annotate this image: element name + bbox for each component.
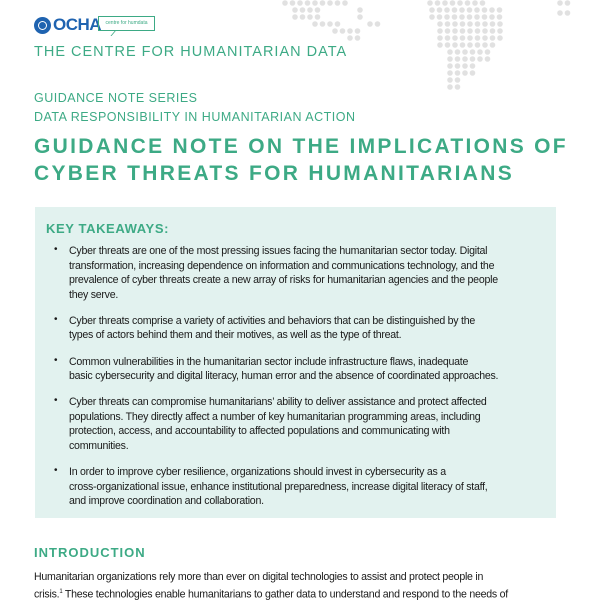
map-dot: [437, 28, 443, 34]
map-dot: [455, 63, 461, 69]
map-dot: [312, 21, 318, 27]
map-dot: [482, 42, 488, 48]
map-dot: [312, 0, 318, 6]
map-dot: [429, 7, 435, 13]
map-dot: [462, 56, 468, 62]
map-dot: [307, 7, 313, 13]
map-dot: [315, 14, 321, 20]
key-takeaways-heading: KEY TAKEAWAYS:: [46, 221, 170, 236]
introduction-heading: INTRODUCTION: [34, 545, 146, 560]
takeaway-item: [52, 355, 552, 384]
text: These technologies enable humanitarians to gather data to understand and respond to the needs of: [62, 588, 508, 601]
map-dot: [467, 7, 473, 13]
takeaway-line: • Cyber threats can compromise humanitarians’ ability to deliver assistance and protect affected: [69, 396, 487, 409]
map-dot: [565, 0, 571, 6]
map-dot: [452, 21, 458, 27]
map-dot: [320, 21, 326, 27]
takeaway-item: [52, 244, 552, 302]
takeaway-item: [52, 314, 552, 343]
map-dot: [307, 14, 313, 20]
map-dot: [490, 21, 496, 27]
map-dot: [459, 14, 465, 20]
map-dot: [282, 0, 288, 6]
map-dot: [497, 7, 503, 13]
takeaway-line: • Cyber threats are one of the most pressing issues facing the humanitarian sector today. Digital: [69, 245, 488, 257]
map-dot: [485, 56, 491, 62]
map-dot: [445, 42, 451, 48]
map-dot: [445, 21, 451, 27]
paragraph-line: Humanitarian organizations rely more than ever on digital technologies to assist and protect people in: [34, 571, 484, 583]
map-dot: [465, 0, 471, 6]
map-dot: [475, 28, 481, 34]
map-dot: [290, 0, 296, 6]
map-dot: [447, 49, 453, 55]
takeaway-line: cross-organizational issue, enhance institutional preparedness, increase digital literacy of staff,: [69, 480, 488, 493]
map-dot: [467, 35, 473, 41]
map-dot: [300, 14, 306, 20]
takeaway-line: prevalence of cyber threats create a new array of risks for humanitarian agencies and the people: [69, 274, 498, 287]
map-dot: [357, 14, 363, 20]
map-dot: [474, 7, 480, 13]
map-dot: [482, 28, 488, 34]
map-dot: [367, 21, 373, 27]
map-dot: [460, 35, 466, 41]
map-dot: [455, 56, 461, 62]
map-dot: [445, 28, 451, 34]
map-dot: [332, 28, 338, 34]
map-dot: [444, 14, 450, 20]
map-dot: [429, 14, 435, 20]
map-dot: [467, 28, 473, 34]
map-dot: [460, 28, 466, 34]
key-takeaways-list: [52, 244, 552, 520]
map-dot: [482, 14, 488, 20]
document-title-line2: CYBER THREATS FOR HUMANITARIANS: [34, 162, 515, 185]
map-dot: [452, 7, 458, 13]
document-title-line1: GUIDANCE NOTE ON THE IMPLICATIONS OF: [34, 135, 568, 158]
map-dot: [437, 14, 443, 20]
map-dot: [447, 84, 453, 90]
map-dot: [355, 35, 361, 41]
map-dot: [347, 35, 353, 41]
map-dot: [477, 49, 483, 55]
map-dot: [452, 42, 458, 48]
takeaway-item: [52, 395, 552, 453]
map-dot: [490, 28, 496, 34]
map-dot: [462, 70, 468, 76]
map-dot: [482, 35, 488, 41]
map-dot: [340, 28, 346, 34]
map-dot: [355, 28, 361, 34]
ocha-logo-text: OCHA: [53, 15, 102, 34]
map-dot: [442, 0, 448, 6]
map-dot: [455, 84, 461, 90]
map-dot: [444, 7, 450, 13]
map-dot: [490, 42, 496, 48]
map-dot: [475, 35, 481, 41]
map-dot: [497, 28, 503, 34]
map-dot: [497, 14, 503, 20]
ocha-logo: [34, 15, 101, 35]
takeaway-line: populations. They directly affect a number of key humanitarian programming areas, including: [69, 410, 481, 423]
map-dot: [489, 14, 495, 20]
map-dot: [305, 0, 311, 6]
map-dot: [435, 0, 441, 6]
map-dot: [297, 0, 303, 6]
map-dot: [327, 21, 333, 27]
map-dot: [480, 0, 486, 6]
map-dot: [485, 49, 491, 55]
map-dot: [462, 49, 468, 55]
map-dot: [447, 56, 453, 62]
map-dot: [474, 14, 480, 20]
map-dot: [292, 7, 298, 13]
map-dot: [490, 35, 496, 41]
map-dot: [557, 10, 563, 16]
map-dot: [470, 56, 476, 62]
map-dot: [347, 28, 353, 34]
series-subtitle: DATA RESPONSIBILITY IN HUMANITARIAN ACTION: [34, 110, 356, 124]
map-dot: [459, 7, 465, 13]
map-dot: [437, 35, 443, 41]
takeaway-line: and improve coordination and collaboration.: [69, 495, 264, 508]
takeaway-item: [52, 465, 552, 509]
map-dot: [335, 0, 341, 6]
map-dot: [427, 0, 433, 6]
map-dot: [565, 10, 571, 16]
map-dot: [557, 0, 563, 6]
map-dot: [447, 77, 453, 83]
map-dot: [482, 7, 488, 13]
takeaway-line: • Common vulnerabilities in the humanitarian sector include infrastructure flaws, inadequate: [69, 355, 469, 368]
map-dot: [327, 0, 333, 6]
map-dot: [475, 21, 481, 27]
map-dot: [467, 14, 473, 20]
map-dot: [467, 42, 473, 48]
map-dot: [357, 7, 363, 13]
centre-title: THE CENTRE FOR HUMANITARIAN DATA: [34, 44, 348, 60]
map-dot: [437, 21, 443, 27]
map-dot: [477, 56, 483, 62]
takeaway-line: protection, access, and accountability to affected populations and communicating with: [69, 425, 450, 438]
map-dot: [447, 70, 453, 76]
series-label: GUIDANCE NOTE SERIES: [34, 91, 198, 105]
map-dot: [320, 0, 326, 6]
map-dot: [475, 42, 481, 48]
map-dot: [437, 7, 443, 13]
map-dot: [482, 21, 488, 27]
map-dot: [462, 63, 468, 69]
map-dot: [470, 49, 476, 55]
map-dot: [497, 21, 503, 27]
map-dot: [470, 70, 476, 76]
map-dot: [452, 28, 458, 34]
map-dot: [489, 7, 495, 13]
humdata-logo: centre for humdata: [98, 16, 155, 31]
takeaway-line: basic cybersecurity and digital literacy, human error and the absence of coordinated approaches.: [69, 370, 499, 383]
map-dot: [470, 63, 476, 69]
map-dot: [455, 49, 461, 55]
map-dot: [455, 70, 461, 76]
map-dot: [455, 77, 461, 83]
takeaway-line: they serve.: [69, 288, 119, 301]
map-dot: [445, 35, 451, 41]
map-dot: [447, 63, 453, 69]
map-dot: [472, 0, 478, 6]
un-emblem-icon: [34, 17, 51, 34]
map-dot: [467, 21, 473, 27]
map-dot: [335, 21, 341, 27]
map-dot: [452, 14, 458, 20]
map-dot: [315, 7, 321, 13]
takeaway-line: communities.: [69, 440, 129, 453]
map-dot: [457, 0, 463, 6]
text: crisis.: [34, 588, 60, 601]
map-dot: [292, 14, 298, 20]
map-dot: [460, 42, 466, 48]
takeaway-line: • In order to improve cyber resilience, organizations should invest in cybersecurity as a: [69, 466, 446, 479]
map-dot: [342, 0, 348, 6]
map-dot: [497, 35, 503, 41]
map-dot: [450, 0, 456, 6]
takeaway-line: types of actors behind them and their motives, as well as the type of threat.: [69, 329, 402, 342]
map-dot: [375, 21, 381, 27]
paragraph-line: [34, 585, 508, 602]
map-dot: [452, 35, 458, 41]
takeaway-line: transformation, increasing dependence on information and communications technology, and the: [69, 259, 495, 272]
footnote-link[interactable]: 1: [59, 588, 63, 595]
map-dot: [300, 7, 306, 13]
map-dot: [460, 21, 466, 27]
introduction-paragraph: [34, 570, 508, 602]
map-dot: [437, 42, 443, 48]
takeaway-line: • Cyber threats comprise a variety of activities and behaviors that can be distinguished by the: [69, 314, 476, 327]
